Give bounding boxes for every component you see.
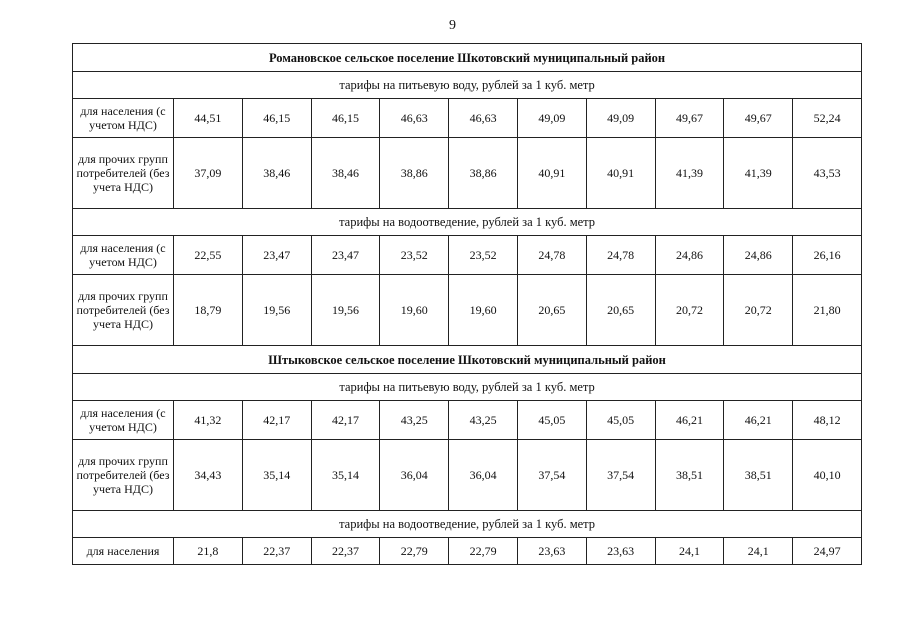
tariff-value-cell: 38,51: [724, 440, 793, 511]
tariff-value-cell: 41,39: [724, 138, 793, 209]
tariff-value-cell: 19,60: [449, 275, 518, 346]
section-title: Штыковское сельское поселение Шкотовский муниципальный район: [73, 346, 862, 374]
row-label: для населения (с учетом НДС): [73, 99, 174, 138]
tariff-value-cell: 49,67: [724, 99, 793, 138]
tariff-value-cell: 46,15: [242, 99, 311, 138]
table-row: [73, 275, 862, 346]
tariff-value-cell: 46,63: [449, 99, 518, 138]
row-label: для прочих групп потребителей (без учета НДС): [73, 275, 174, 346]
tariff-value-cell: 40,91: [517, 138, 586, 209]
tariff-value-cell: 18,79: [174, 275, 243, 346]
tariff-value-cell: 20,72: [655, 275, 724, 346]
tariff-value-cell: 37,09: [174, 138, 243, 209]
tariff-value-cell: 19,60: [380, 275, 449, 346]
tariff-value-cell: 38,86: [380, 138, 449, 209]
tariff-value-cell: 52,24: [793, 99, 862, 138]
table-row: [73, 401, 862, 440]
tariff-value-cell: 36,04: [449, 440, 518, 511]
tariff-value-cell: 38,46: [311, 138, 380, 209]
tariff-value-cell: 24,97: [793, 538, 862, 565]
tariff-value-cell: 36,04: [380, 440, 449, 511]
group-heading: тарифы на питьевую воду, рублей за 1 куб. метр: [73, 72, 862, 99]
group-heading-row: [73, 209, 862, 236]
group-heading-row: [73, 374, 862, 401]
tariff-value-cell: 40,10: [793, 440, 862, 511]
tariff-value-cell: 38,86: [449, 138, 518, 209]
section-title: Романовское сельское поселение Шкотовский муниципальный район: [73, 44, 862, 72]
table-row: [73, 440, 862, 511]
tariff-value-cell: 24,78: [517, 236, 586, 275]
tariff-value-cell: 42,17: [311, 401, 380, 440]
tariff-value-cell: 43,53: [793, 138, 862, 209]
group-heading: тарифы на водоотведение, рублей за 1 куб. метр: [73, 209, 862, 236]
tariff-value-cell: 41,32: [174, 401, 243, 440]
tariff-value-cell: 35,14: [242, 440, 311, 511]
table-row: [73, 138, 862, 209]
tariff-value-cell: 26,16: [793, 236, 862, 275]
group-heading: тарифы на водоотведение, рублей за 1 куб. метр: [73, 511, 862, 538]
tariff-value-cell: 23,47: [242, 236, 311, 275]
row-label: для населения (с учетом НДС): [73, 401, 174, 440]
tariff-value-cell: 21,8: [174, 538, 243, 565]
tariff-value-cell: 49,67: [655, 99, 724, 138]
group-heading-row: [73, 511, 862, 538]
tariff-value-cell: 23,52: [449, 236, 518, 275]
tariff-value-cell: 23,47: [311, 236, 380, 275]
tariff-value-cell: 34,43: [174, 440, 243, 511]
tariff-value-cell: 22,55: [174, 236, 243, 275]
tariff-value-cell: 43,25: [449, 401, 518, 440]
tariff-value-cell: 35,14: [311, 440, 380, 511]
tariff-value-cell: 20,72: [724, 275, 793, 346]
table-row: [73, 236, 862, 275]
row-label: для прочих групп потребителей (без учета НДС): [73, 440, 174, 511]
row-label: для населения: [73, 538, 174, 565]
tariff-table: [72, 43, 862, 565]
table-row: [73, 538, 862, 565]
tariff-value-cell: 45,05: [586, 401, 655, 440]
tariff-value-cell: 49,09: [586, 99, 655, 138]
tariff-value-cell: 46,21: [655, 401, 724, 440]
tariff-value-cell: 46,21: [724, 401, 793, 440]
group-heading-row: [73, 72, 862, 99]
table-row: [73, 99, 862, 138]
tariff-value-cell: 48,12: [793, 401, 862, 440]
tariff-value-cell: 19,56: [242, 275, 311, 346]
tariff-value-cell: 23,52: [380, 236, 449, 275]
page-number: 9: [449, 18, 456, 33]
tariff-value-cell: 22,37: [311, 538, 380, 565]
tariff-value-cell: 37,54: [586, 440, 655, 511]
tariff-value-cell: 23,63: [586, 538, 655, 565]
tariff-value-cell: 46,63: [380, 99, 449, 138]
tariff-value-cell: 22,79: [380, 538, 449, 565]
tariff-value-cell: 22,79: [449, 538, 518, 565]
tariff-value-cell: 24,1: [655, 538, 724, 565]
tariff-value-cell: 23,63: [517, 538, 586, 565]
tariff-value-cell: 44,51: [174, 99, 243, 138]
tariff-value-cell: 43,25: [380, 401, 449, 440]
row-label: для прочих групп потребителей (без учета НДС): [73, 138, 174, 209]
row-label: для населения (с учетом НДС): [73, 236, 174, 275]
tariff-value-cell: 22,37: [242, 538, 311, 565]
tariff-value-cell: 40,91: [586, 138, 655, 209]
tariff-value-cell: 20,65: [517, 275, 586, 346]
tariff-value-cell: 42,17: [242, 401, 311, 440]
tariff-value-cell: 41,39: [655, 138, 724, 209]
tariff-value-cell: 49,09: [517, 99, 586, 138]
group-heading: тарифы на питьевую воду, рублей за 1 куб. метр: [73, 374, 862, 401]
tariff-value-cell: 37,54: [517, 440, 586, 511]
tariff-value-cell: 46,15: [311, 99, 380, 138]
tariff-value-cell: 38,46: [242, 138, 311, 209]
section-title-row: [73, 44, 862, 72]
tariff-value-cell: 24,78: [586, 236, 655, 275]
tariff-value-cell: 20,65: [586, 275, 655, 346]
tariff-value-cell: 38,51: [655, 440, 724, 511]
tariff-value-cell: 24,86: [724, 236, 793, 275]
tariff-value-cell: 24,86: [655, 236, 724, 275]
tariff-value-cell: 45,05: [517, 401, 586, 440]
section-title-row: [73, 346, 862, 374]
tariff-value-cell: 19,56: [311, 275, 380, 346]
tariff-value-cell: 21,80: [793, 275, 862, 346]
tariff-value-cell: 24,1: [724, 538, 793, 565]
